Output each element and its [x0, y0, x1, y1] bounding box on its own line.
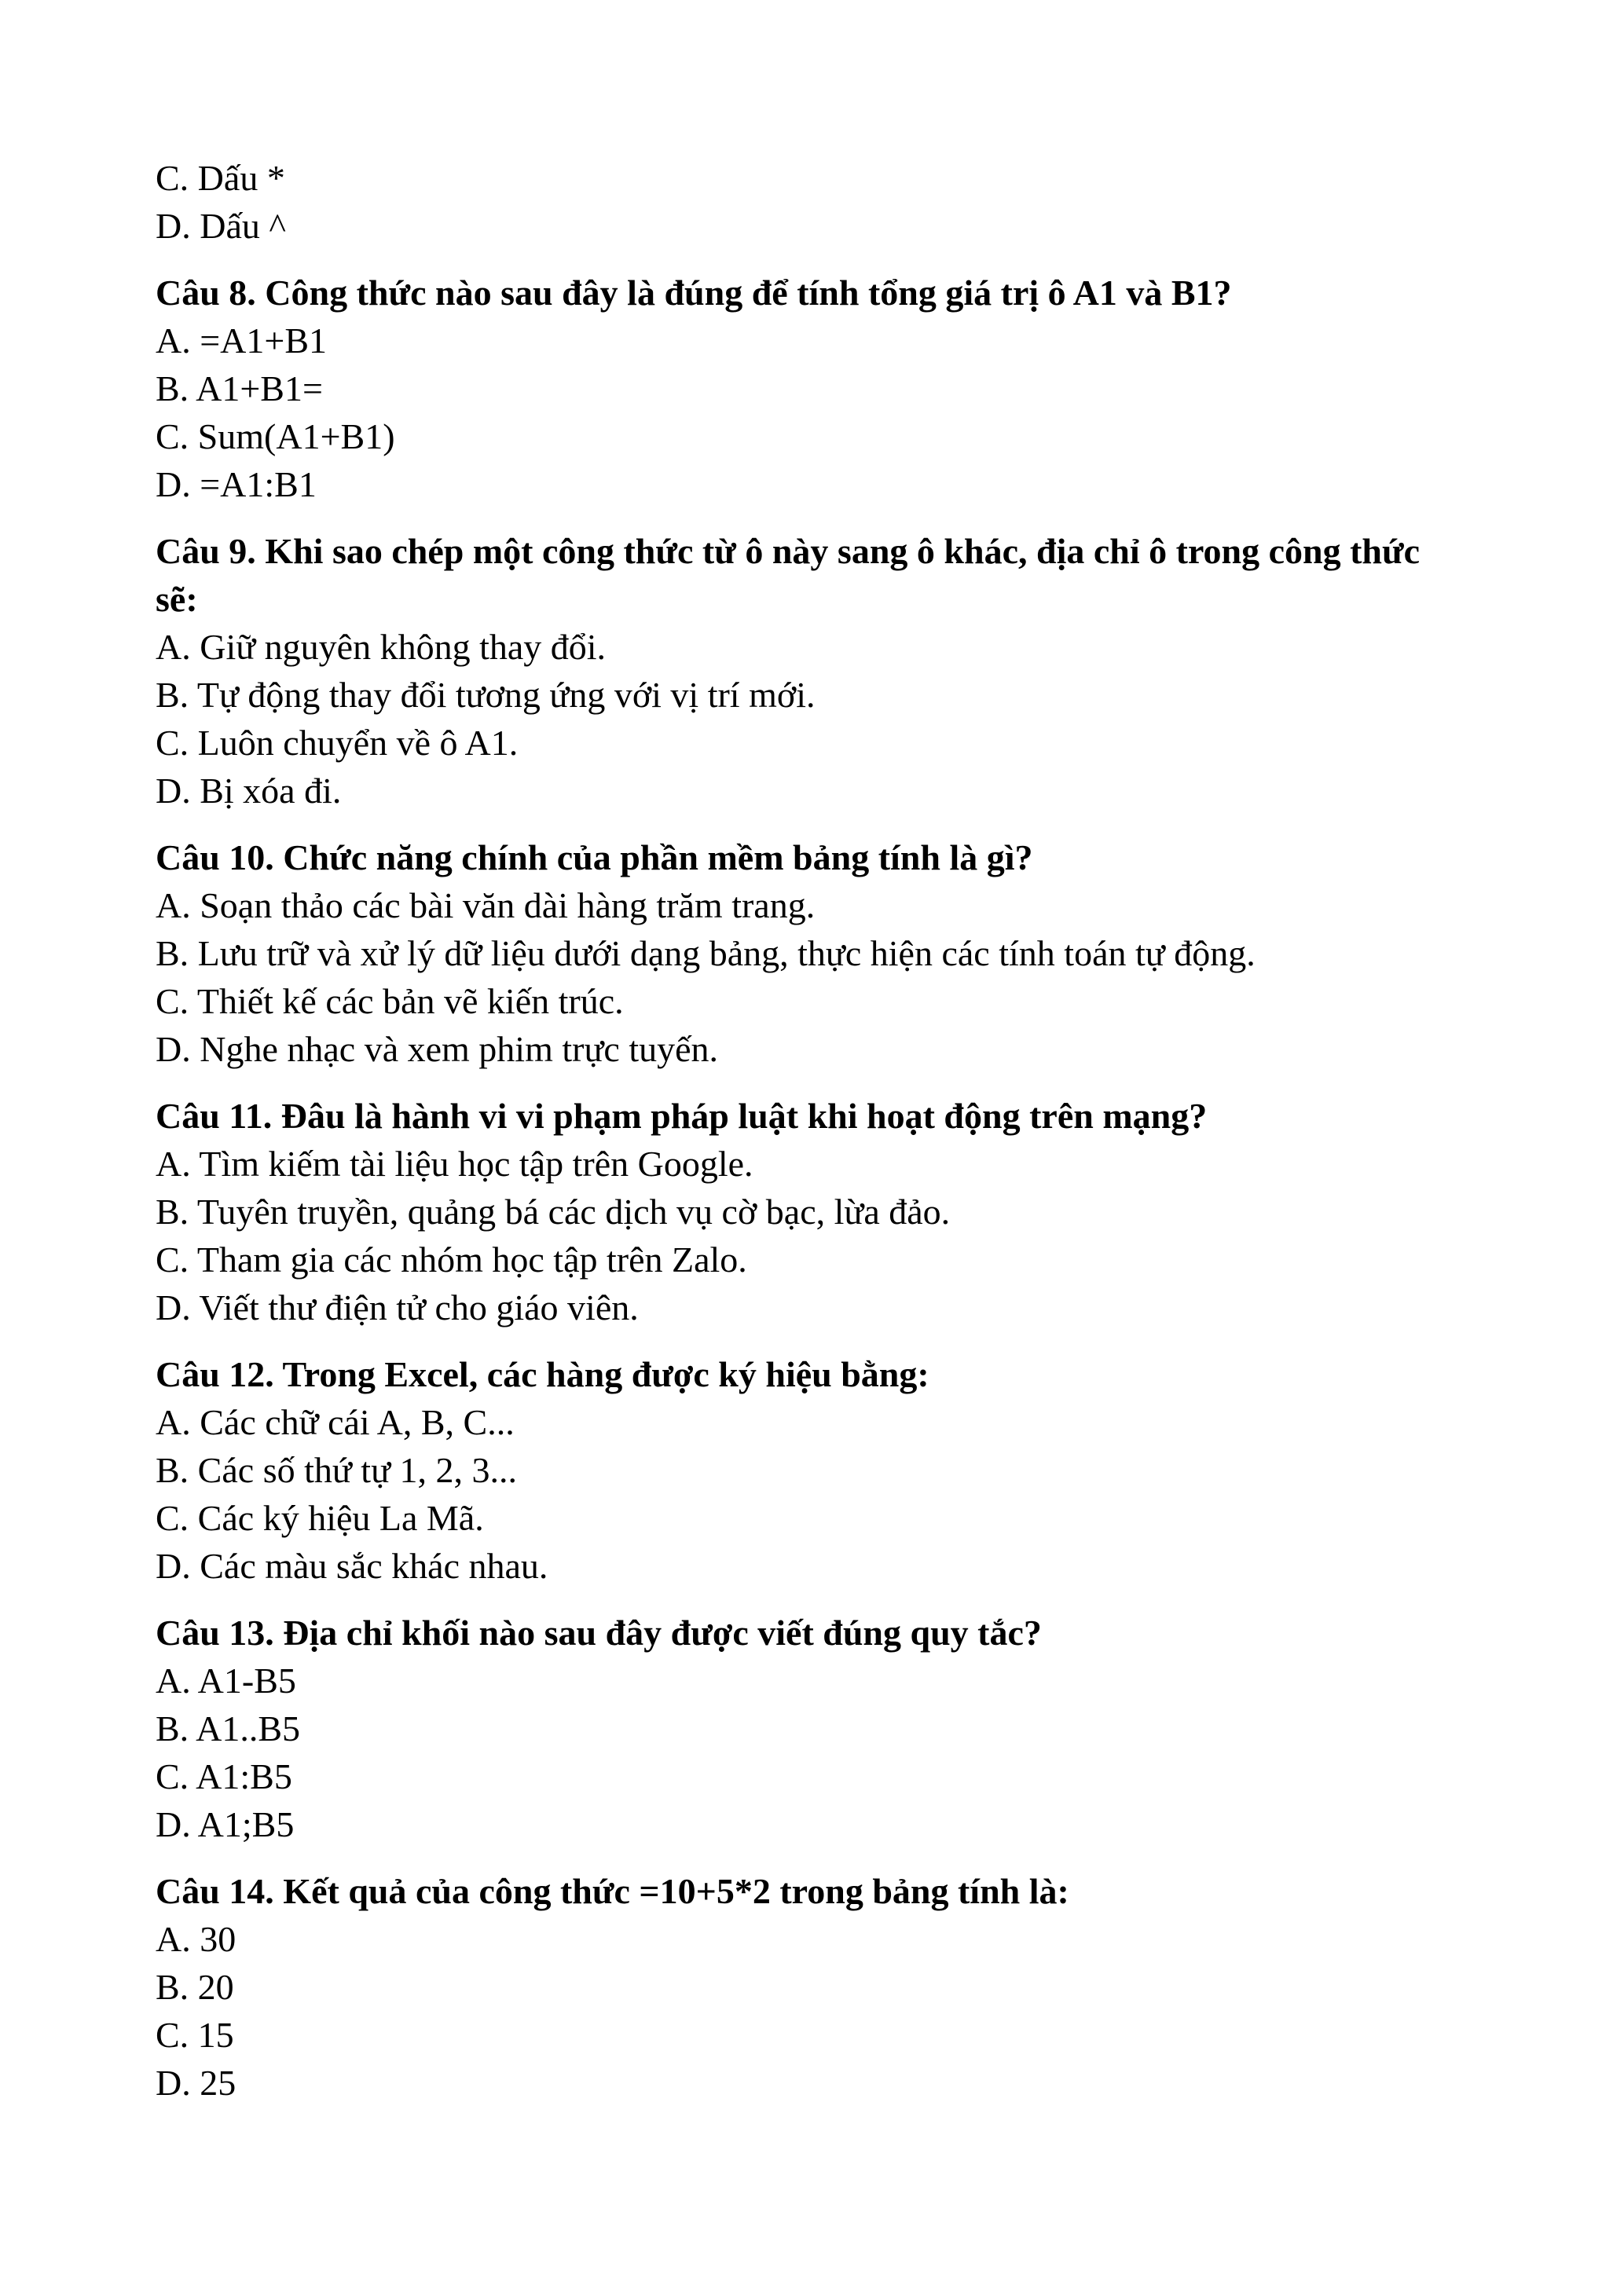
- answer-option: C. Sum(A1+B1): [156, 416, 395, 456]
- question-13: [156, 1609, 1491, 1848]
- answer-option: D. Các màu sắc khác nhau.: [156, 1546, 548, 1586]
- answer-option: C. Dấu *: [156, 158, 285, 198]
- answer-option: B. Lưu trữ và xử lý dữ liệu dưới dạng bảng, thực hiện các tính toán tự động.: [156, 933, 1256, 973]
- answer-option: B. A1..B5: [156, 1708, 301, 1749]
- answer-option: B. Tuyên truyền, quảng bá các dịch vụ cờ bạc, lừa đảo.: [156, 1192, 951, 1232]
- question-12: [156, 1350, 1491, 1590]
- answer-option: C. Thiết kế các bản vẽ kiến trúc.: [156, 981, 624, 1021]
- answer-option: D. Dấu ^: [156, 206, 286, 246]
- answer-option: D. 25: [156, 2063, 236, 2103]
- answer-option: D. Bị xóa đi.: [156, 771, 342, 811]
- answer-option: A. Soạn thảo các bài văn dài hàng trăm trang.: [156, 885, 816, 925]
- answer-option: A. =A1+B1: [156, 320, 328, 361]
- answer-option: A. 30: [156, 1919, 236, 1959]
- answer-option: A. Giữ nguyên không thay đổi.: [156, 627, 607, 667]
- answer-option: D. =A1:B1: [156, 464, 317, 504]
- answer-option: C. Luôn chuyển về ô A1.: [156, 723, 519, 763]
- answer-option: D. Viết thư điện tử cho giáo viên.: [156, 1287, 639, 1327]
- answer-option: A. Các chữ cái A, B, C...: [156, 1402, 515, 1442]
- question-text: Câu 12. Trong Excel, các hàng được ký hiệu bằng:: [156, 1354, 929, 1394]
- answer-option: B. A1+B1=: [156, 368, 323, 408]
- answer-option: D. A1;B5: [156, 1804, 295, 1844]
- question-10: [156, 833, 1491, 1073]
- question-text: Câu 13. Địa chỉ khối nào sau đây được viết đúng quy tắc?: [156, 1613, 1042, 1653]
- question-11: [156, 1092, 1491, 1331]
- continued-options: [156, 154, 1491, 250]
- answer-option: A. Tìm kiếm tài liệu học tập trên Google.: [156, 1144, 753, 1184]
- question-9: [156, 527, 1491, 815]
- question-text: Câu 9. Khi sao chép một công thức từ ô này sang ô khác, địa chỉ ô trong công thức sẽ:: [156, 531, 1421, 619]
- question-14: [156, 1867, 1491, 2107]
- question-text: Câu 11. Đâu là hành vi vi phạm pháp luật khi hoạt động trên mạng?: [156, 1096, 1208, 1136]
- answer-option: C. 15: [156, 2015, 234, 2055]
- answer-option: B. Các số thứ tự 1, 2, 3...: [156, 1450, 518, 1490]
- answer-option: B. Tự động thay đổi tương ứng với vị trí mới.: [156, 675, 816, 715]
- question-text: Câu 8. Công thức nào sau đây là đúng để tính tổng giá trị ô A1 và B1?: [156, 273, 1232, 313]
- question-text: Câu 14. Kết quả của công thức =10+5*2 trong bảng tính là:: [156, 1871, 1069, 1911]
- answer-option: C. Các ký hiệu La Mã.: [156, 1498, 484, 1538]
- answer-option: C. A1:B5: [156, 1756, 292, 1796]
- question-text: Câu 10. Chức năng chính của phần mềm bảng tính là gì?: [156, 837, 1033, 877]
- answer-option: B. 20: [156, 1967, 234, 2007]
- document-page: [156, 154, 1491, 2107]
- answer-option: A. A1-B5: [156, 1661, 296, 1701]
- question-8: [156, 269, 1491, 508]
- answer-option: D. Nghe nhạc và xem phim trực tuyến.: [156, 1029, 719, 1069]
- answer-option: C. Tham gia các nhóm học tập trên Zalo.: [156, 1240, 747, 1280]
